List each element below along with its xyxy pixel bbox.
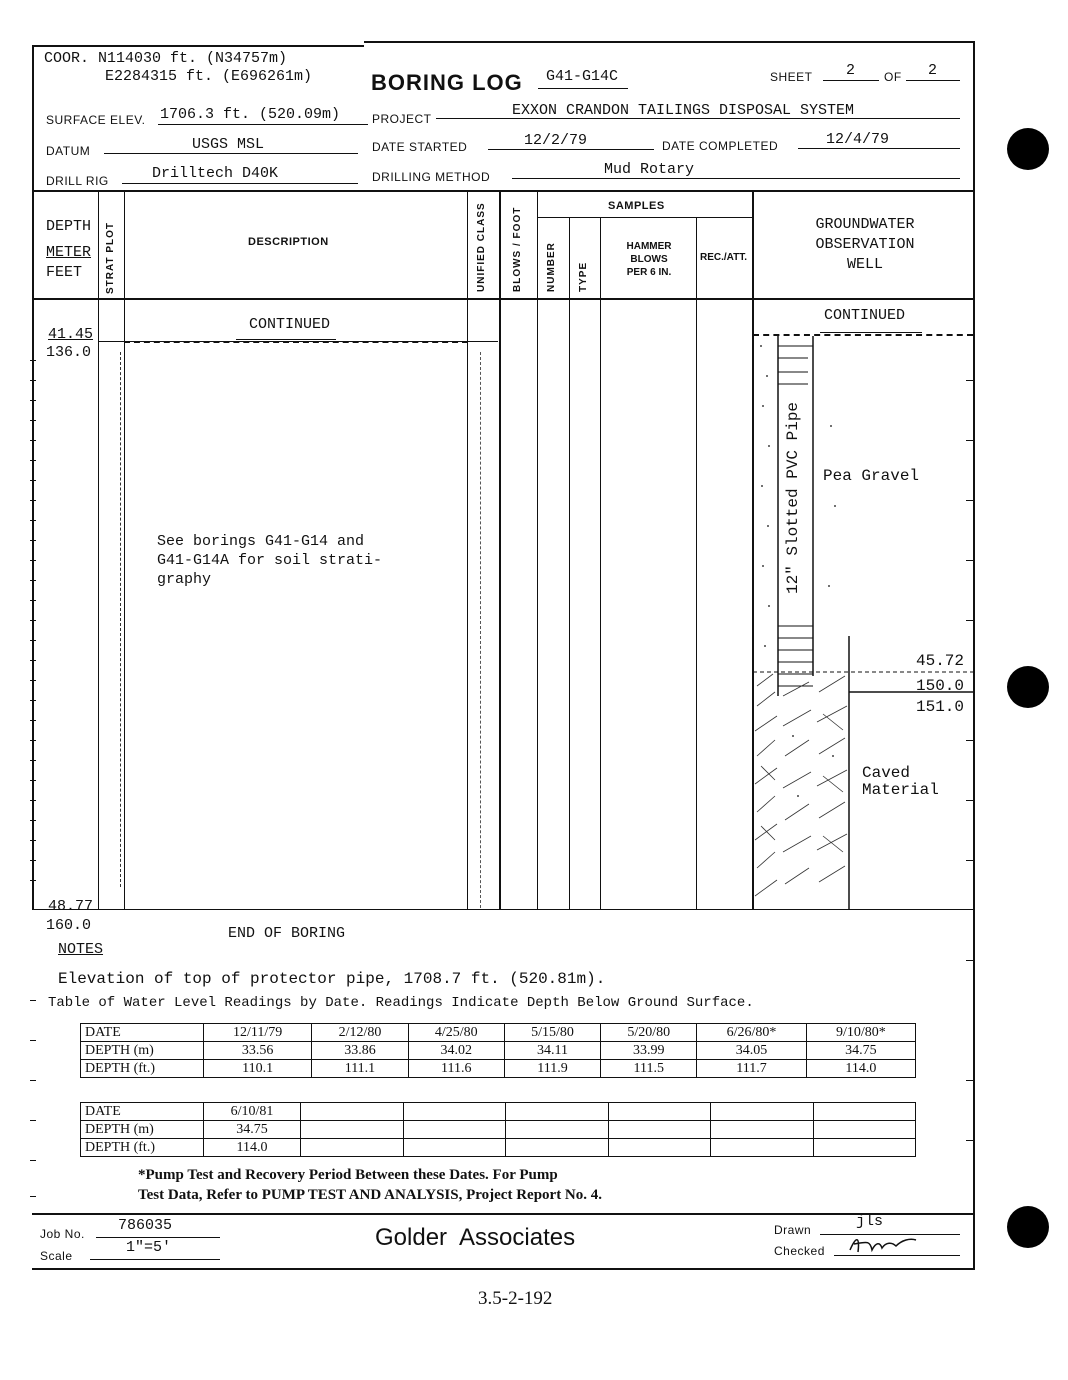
drill-rig-value: Drilltech D40K xyxy=(152,165,279,182)
table-cell xyxy=(813,1139,916,1157)
table-cell: 33.99 xyxy=(601,1042,697,1060)
margin-tick xyxy=(966,960,974,961)
job-value: 786035 xyxy=(118,1217,173,1234)
binder-hole-2 xyxy=(1007,666,1049,708)
hammer-line-3: PER 6 IN. xyxy=(626,267,672,278)
date-started-value: 12/2/79 xyxy=(524,132,588,149)
unified-dashed-line xyxy=(480,352,481,908)
water-level-table-1 xyxy=(80,1023,916,1078)
margin-tick xyxy=(30,1000,36,1001)
margin-tick xyxy=(30,620,36,621)
margin-tick xyxy=(30,780,36,781)
rec-att-header: REC./ATT. xyxy=(700,252,748,263)
margin-tick xyxy=(30,580,36,581)
table-row xyxy=(81,1103,916,1121)
table-cell: 114.0 xyxy=(806,1060,915,1078)
groundwater-line-2: OBSERVATION xyxy=(815,236,915,253)
margin-tick xyxy=(30,1160,36,1161)
margin-tick xyxy=(30,560,36,561)
continued-right: CONTINUED xyxy=(824,307,906,324)
datum-underline xyxy=(104,153,358,154)
scale-underline xyxy=(90,1259,220,1260)
continued-left: CONTINUED xyxy=(249,316,331,333)
footnote-line-1: *Pump Test and Recovery Period Between these Dates. For Pump xyxy=(138,1167,558,1183)
date-completed-label: DATE COMPLETED xyxy=(662,139,779,153)
page-number: 3.5-2-192 xyxy=(478,1288,553,1309)
table-cell: 34.02 xyxy=(408,1042,504,1060)
log-top-line xyxy=(98,341,498,342)
col-line-blows xyxy=(537,190,538,910)
margin-tick xyxy=(30,1120,36,1121)
col-line-desc xyxy=(467,190,468,910)
caved-line-1: Caved xyxy=(862,764,911,782)
margin-tick xyxy=(30,760,36,761)
date-completed-value: 12/4/79 xyxy=(826,131,890,148)
table-cell: DEPTH (ft.) xyxy=(81,1060,204,1078)
drawn-label: Drawn xyxy=(774,1223,812,1237)
margin-tick xyxy=(30,1040,36,1041)
groundwater-line-1: GROUNDWATER xyxy=(815,216,915,233)
col-line-left-body xyxy=(32,298,34,910)
margin-tick xyxy=(30,520,36,521)
boring-id: G41-G14C xyxy=(546,68,619,85)
hammer-blows-header xyxy=(604,240,694,279)
table-cell: 111.9 xyxy=(504,1060,600,1078)
continued-left-line xyxy=(236,339,336,340)
well-depth-ft-1: 150.0 xyxy=(916,677,965,695)
margin-tick xyxy=(30,460,36,461)
table-row xyxy=(81,1042,916,1060)
table-cell: 33.86 xyxy=(312,1042,408,1060)
water-level-table-2 xyxy=(80,1102,916,1157)
margin-tick xyxy=(966,800,974,801)
table-cell: DEPTH (m) xyxy=(81,1121,204,1139)
feet-header: FEET xyxy=(46,264,83,281)
depth-top-ft: 136.0 xyxy=(46,344,92,361)
well-depth-ft-2: 151.0 xyxy=(916,698,965,716)
groundwater-line-3: WELL xyxy=(846,256,883,273)
margin-tick xyxy=(966,560,974,561)
surface-elev-value: 1706.3 ft. (520.09m) xyxy=(160,106,341,123)
frame-top-right xyxy=(364,41,974,43)
date-completed-underline xyxy=(798,148,960,149)
sheet-total: 2 xyxy=(928,62,938,79)
continued-right-line xyxy=(820,332,922,333)
table-cell xyxy=(711,1121,814,1139)
margin-tick xyxy=(966,740,974,741)
margin-tick xyxy=(966,1080,974,1081)
column-header-top xyxy=(32,190,975,192)
table-cell: 34.75 xyxy=(806,1042,915,1060)
margin-tick xyxy=(966,500,974,501)
table-cell: DEPTH (ft.) xyxy=(81,1139,204,1157)
table-cell: 111.6 xyxy=(408,1060,504,1078)
strat-dashed-line xyxy=(120,352,121,887)
project-label: PROJECT xyxy=(372,112,432,126)
table-cell: 4/25/80 xyxy=(408,1024,504,1042)
table-cell xyxy=(506,1121,609,1139)
depth-top-m: 41.45 xyxy=(48,326,94,343)
frame-left xyxy=(32,45,34,312)
table-cell: 2/12/80 xyxy=(312,1024,408,1042)
margin-tick xyxy=(30,360,36,361)
table-cell xyxy=(301,1103,404,1121)
margin-tick xyxy=(30,660,36,661)
table-row xyxy=(81,1024,916,1042)
table-cell: 34.75 xyxy=(204,1121,301,1139)
hammer-line-2: BLOWS xyxy=(630,254,668,265)
description-line-3: graphy xyxy=(157,571,212,588)
frame-bottom xyxy=(32,1268,975,1270)
table-cell xyxy=(506,1139,609,1157)
drill-rig-label: DRILL RIG xyxy=(46,174,109,188)
boring-id-underline xyxy=(538,88,628,89)
table-cell xyxy=(608,1103,711,1121)
col-line-number xyxy=(569,218,570,910)
boring-log-title: BORING LOG xyxy=(371,70,523,95)
coordinates-line-1: COOR. N114030 ft. (N34757m) xyxy=(44,50,288,67)
binder-hole-1 xyxy=(1007,128,1049,170)
drilling-method-underline xyxy=(512,178,960,179)
table-cell xyxy=(301,1121,404,1139)
blows-foot-header: BLOWS / FOOT xyxy=(512,206,523,292)
datum-label: DATUM xyxy=(46,144,91,158)
caved-material-label xyxy=(862,765,939,799)
table-cell xyxy=(403,1121,506,1139)
table-cell xyxy=(813,1121,916,1139)
margin-tick xyxy=(966,380,974,381)
description-line-2: G41-G14A for soil strati- xyxy=(157,552,383,569)
col-line-type xyxy=(600,218,601,910)
number-header: NUMBER xyxy=(546,242,557,292)
surface-elev-underline xyxy=(158,124,368,125)
margin-tick xyxy=(30,700,36,701)
job-underline xyxy=(96,1237,220,1238)
footer-top-line xyxy=(32,1213,975,1215)
depth-header: DEPTH xyxy=(46,218,92,235)
table-cell xyxy=(403,1103,506,1121)
pea-gravel-label: Pea Gravel xyxy=(823,467,920,485)
table-cell: 111.7 xyxy=(697,1060,806,1078)
col-line-hammer xyxy=(696,218,697,910)
table-cell: 5/15/80 xyxy=(504,1024,600,1042)
job-label: Job No. xyxy=(40,1227,85,1241)
margin-tick xyxy=(30,680,36,681)
margin-tick xyxy=(30,600,36,601)
col-line-strat xyxy=(124,190,125,910)
datum-value: USGS MSL xyxy=(192,136,265,153)
table-cell: 6/26/80* xyxy=(697,1024,806,1042)
margin-tick xyxy=(30,540,36,541)
margin-tick xyxy=(30,420,36,421)
notes-line-1: Elevation of top of protector pipe, 1708.7 ft. (520.81m). xyxy=(58,970,606,988)
groundwater-header xyxy=(756,215,974,275)
margin-tick xyxy=(966,860,974,861)
table-cell: DATE xyxy=(81,1024,204,1042)
of-label: OF xyxy=(884,70,902,84)
table-cell: 110.1 xyxy=(204,1060,312,1078)
surface-elev-label: SURFACE ELEV. xyxy=(46,113,146,127)
caved-line-2: Material xyxy=(862,781,939,799)
table-row xyxy=(81,1139,916,1157)
table-cell xyxy=(301,1139,404,1157)
date-started-label: DATE STARTED xyxy=(372,140,468,154)
margin-tick xyxy=(30,880,36,881)
log-bottom-line xyxy=(32,909,975,910)
margin-tick xyxy=(30,840,36,841)
samples-header: SAMPLES xyxy=(608,200,665,212)
binder-hole-3 xyxy=(1007,1206,1049,1248)
table-row xyxy=(81,1121,916,1139)
drilling-method-label: DRILLING METHOD xyxy=(372,170,491,184)
table-cell: 12/11/79 xyxy=(204,1024,312,1042)
checked-label: Checked xyxy=(774,1244,825,1258)
margin-tick xyxy=(966,440,974,441)
end-of-boring: END OF BORING xyxy=(228,925,346,942)
table-cell xyxy=(608,1139,711,1157)
strat-plot-header: STRAT PLOT xyxy=(105,221,116,294)
table-cell: 111.5 xyxy=(601,1060,697,1078)
notes-title: NOTES xyxy=(58,941,104,958)
drawn-value: jls xyxy=(856,1213,884,1230)
description-text xyxy=(157,532,382,589)
margin-tick xyxy=(30,380,36,381)
drill-rig-underline xyxy=(122,183,358,184)
drilling-method-value: Mud Rotary xyxy=(604,161,695,178)
project-value: EXXON CRANDON TAILINGS DISPOSAL SYSTEM xyxy=(512,102,855,119)
margin-tick xyxy=(30,720,36,721)
margin-tick xyxy=(30,400,36,401)
margin-tick xyxy=(30,820,36,821)
footnote-line-2: Test Data, Refer to PUMP TEST AND ANALYSIS, Project Report No. 4. xyxy=(138,1187,603,1203)
sheet-number: 2 xyxy=(846,62,856,79)
description-header: DESCRIPTION xyxy=(248,236,329,248)
margin-tick xyxy=(30,1080,36,1081)
table-cell: 6/10/81 xyxy=(204,1103,301,1121)
table-cell xyxy=(711,1139,814,1157)
scale-value: 1"=5' xyxy=(126,1239,172,1256)
margin-tick xyxy=(30,1196,36,1197)
hammer-line-1: HAMMER xyxy=(626,241,672,252)
sheet-total-underline xyxy=(906,80,960,81)
margin-tick xyxy=(30,480,36,481)
table-cell: 34.05 xyxy=(697,1042,806,1060)
project-underline xyxy=(436,118,960,119)
well-depth-m: 45.72 xyxy=(916,652,965,670)
unified-class-header: UNIFIED CLASS xyxy=(476,202,487,292)
table-cell: 9/10/80* xyxy=(806,1024,915,1042)
meter-header: METER xyxy=(46,244,92,261)
sheet-label: SHEET xyxy=(770,70,813,84)
column-header-bottom xyxy=(32,298,975,300)
type-header: TYPE xyxy=(578,261,589,292)
scale-label: Scale xyxy=(40,1249,73,1263)
margin-tick xyxy=(30,860,36,861)
depth-bottom-m: 48.77 xyxy=(48,898,94,915)
description-line-1: See borings G41-G14 and xyxy=(157,533,365,550)
pipe-label: 12" Slotted PVC Pipe xyxy=(784,401,802,594)
table-cell: 5/20/80 xyxy=(601,1024,697,1042)
notes-line-2: Table of Water Level Readings by Date. Readings Indicate Depth Below Ground Surface. xyxy=(48,995,754,1011)
frame-top xyxy=(32,45,364,47)
table-cell: 33.56 xyxy=(204,1042,312,1060)
margin-tick xyxy=(966,620,974,621)
table-row xyxy=(81,1060,916,1078)
table-cell: 34.11 xyxy=(504,1042,600,1060)
margin-tick xyxy=(30,440,36,441)
table-cell xyxy=(711,1103,814,1121)
table-cell: 114.0 xyxy=(204,1139,301,1157)
checked-signature xyxy=(846,1234,920,1261)
table-cell xyxy=(403,1139,506,1157)
depth-bottom-ft: 160.0 xyxy=(46,917,92,934)
margin-tick xyxy=(30,500,36,501)
table-cell xyxy=(506,1103,609,1121)
table-cell xyxy=(813,1103,916,1121)
company-name: Golder Associates xyxy=(375,1224,576,1251)
table-cell: DEPTH (m) xyxy=(81,1042,204,1060)
table-cell: DATE xyxy=(81,1103,204,1121)
margin-tick xyxy=(30,640,36,641)
col-line-unified xyxy=(499,190,501,910)
margin-tick xyxy=(30,740,36,741)
date-started-underline xyxy=(488,149,654,150)
table-cell xyxy=(608,1121,711,1139)
coordinates-line-2: E2284315 ft. (E696261m) xyxy=(105,68,313,85)
col-line-depth xyxy=(98,190,99,910)
margin-tick xyxy=(966,1140,974,1141)
sheet-number-underline xyxy=(823,80,879,81)
samples-header-line xyxy=(537,217,753,218)
table-cell: 111.1 xyxy=(312,1060,408,1078)
margin-tick xyxy=(30,800,36,801)
